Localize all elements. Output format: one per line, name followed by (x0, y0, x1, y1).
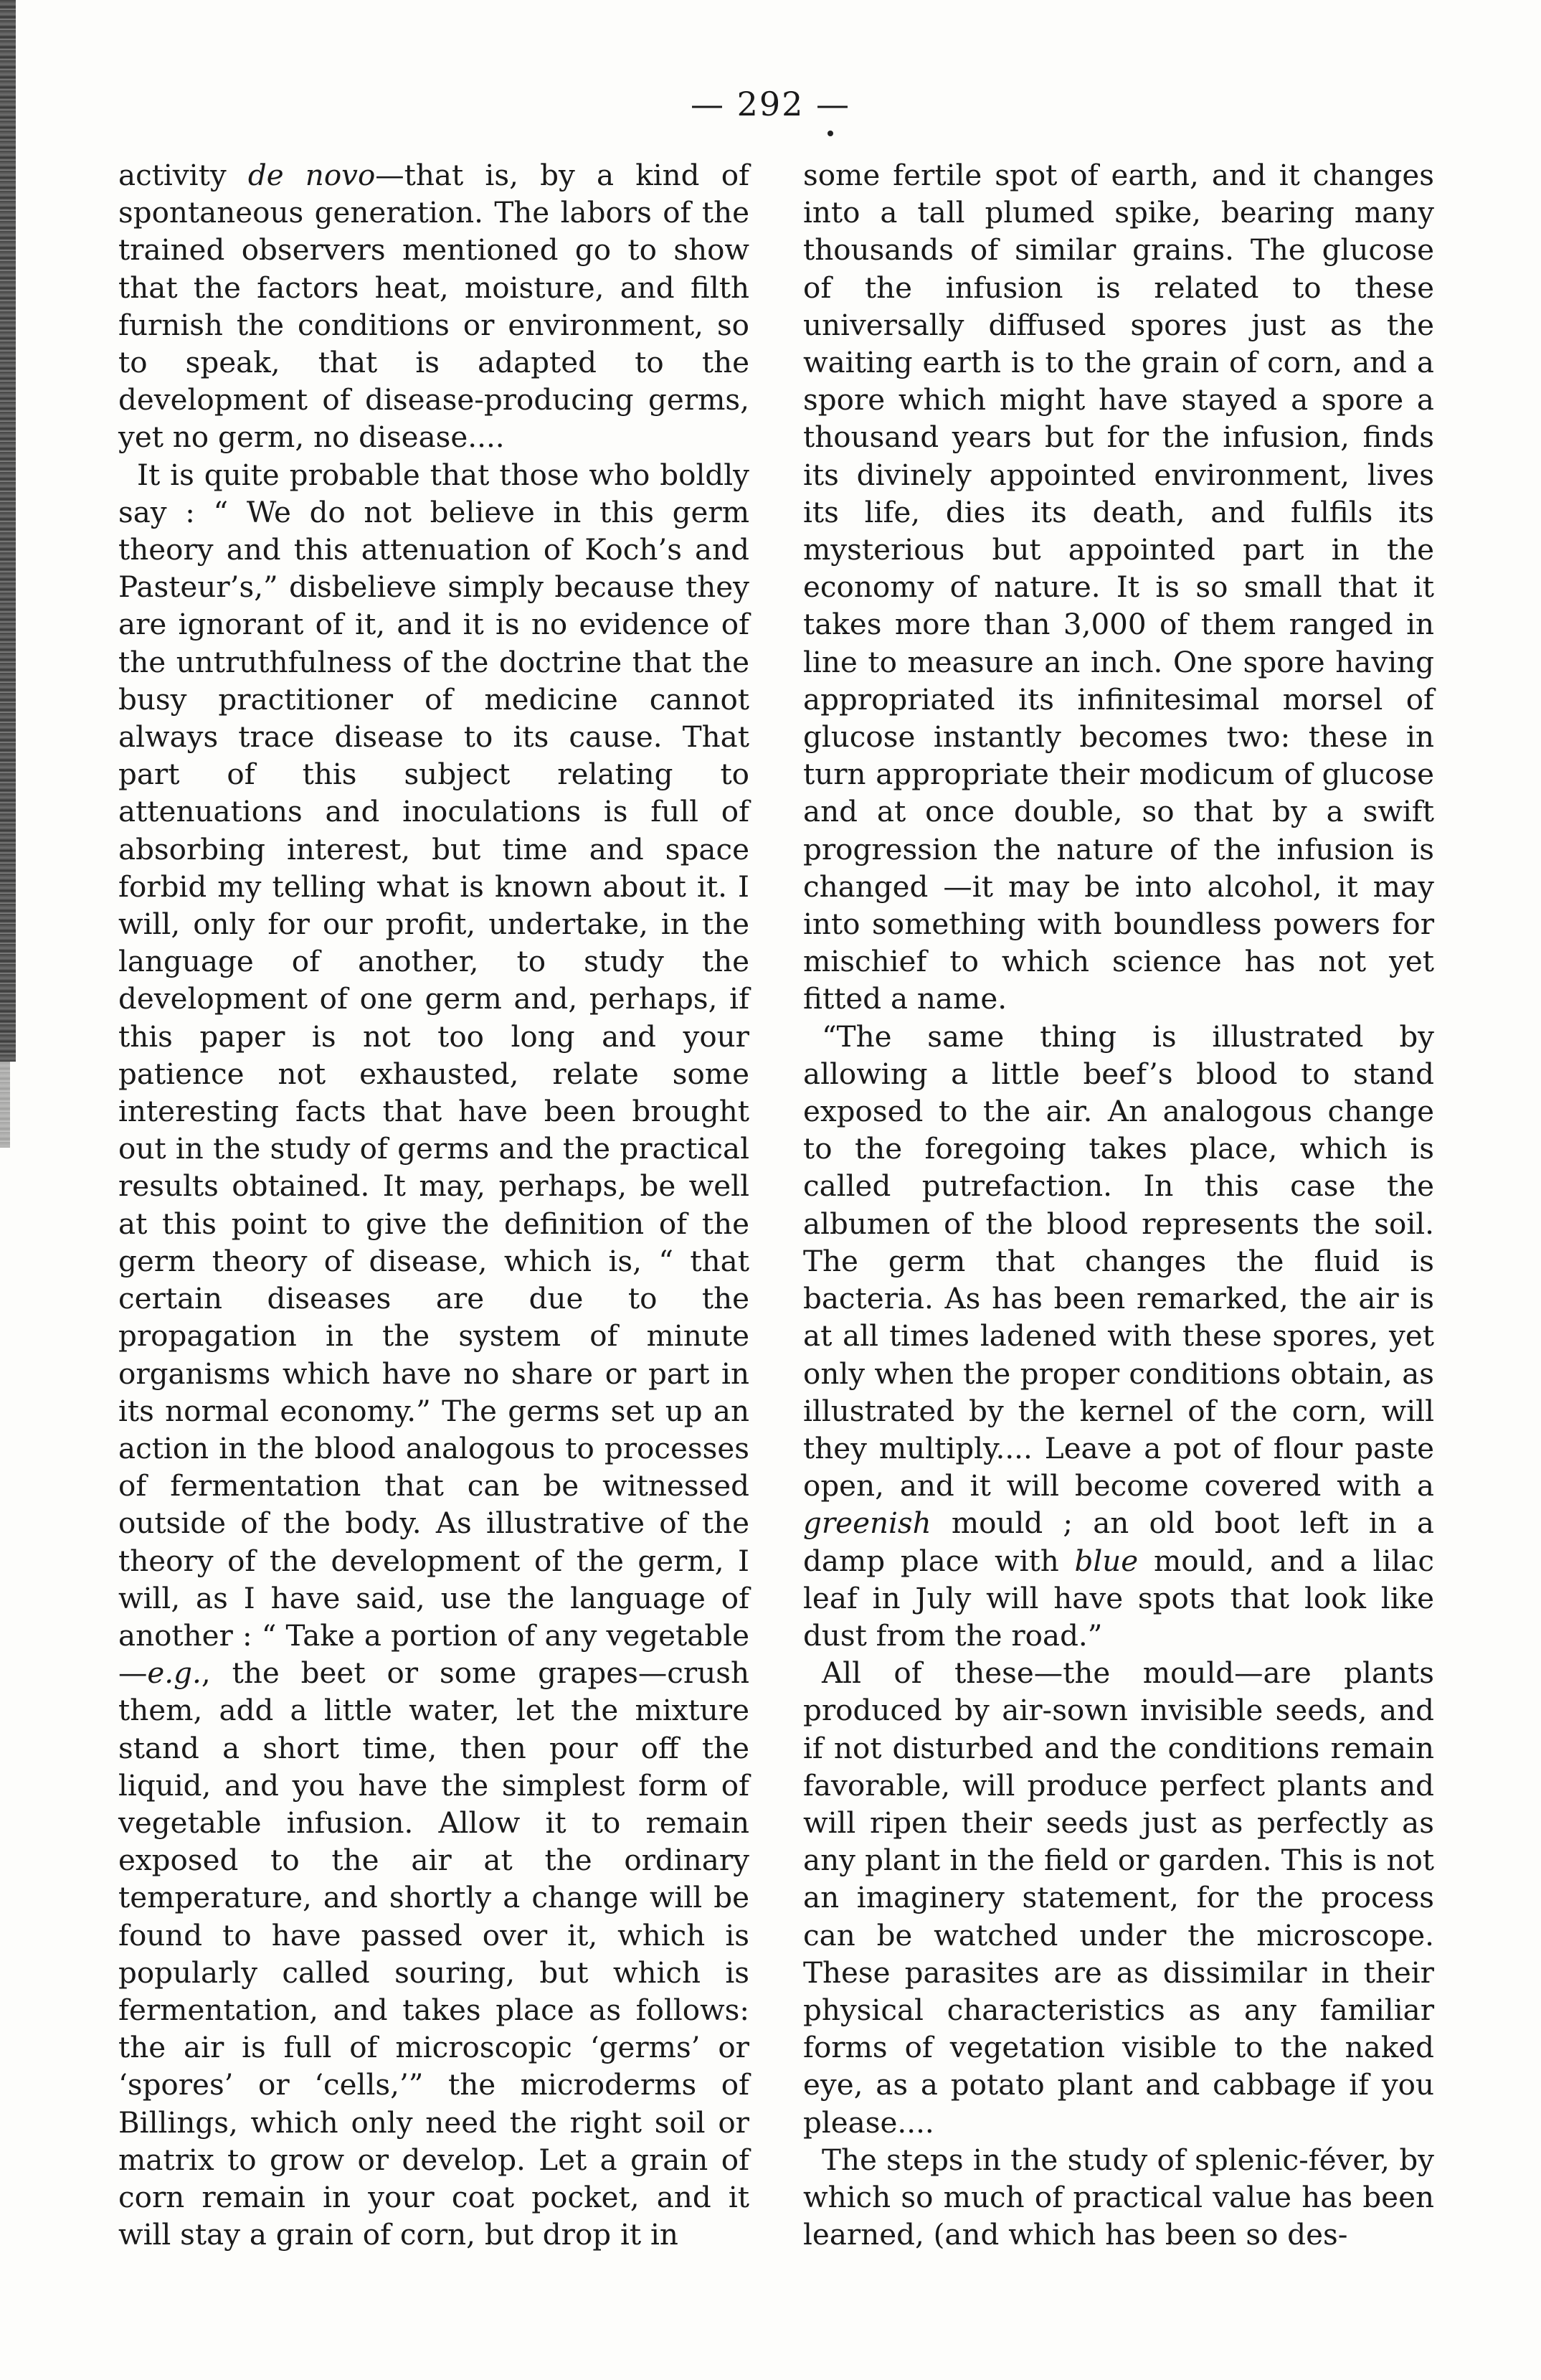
text-run: All of these—the mould—are plants produced by air-sown invisible seeds, and if not disturbed and the conditions remain favorable, will produce perfect plants and will ripen their seeds just as perfectly as any plant in the field or garden. This is not an imaginery statement, for the process can be watched under the microscope. These parasites are as dissimilar in their physical characteristics as any familiar forms of vegetation visible to the naked eye, as a potato plant and cabbage if you please.... (803, 1656, 1434, 2140)
paragraph (803, 2141, 1434, 2254)
paragraph (803, 1018, 1434, 1654)
paragraph (803, 156, 1434, 1018)
text-run: “The same thing is illustrated by allowing a little beef’s blood to stand exposed to the air. An analogous change to the foregoing takes place, which is called putrefaction. In this case the albumen of the blood represents the soil. The germ that changes the fluid is bacteria. As has been remarked, the air is at all times ladened with these spores, yet only when the proper conditions obtain, as illustrated by the kernel of the corn, will they multiply.... Leave a pot of flour paste open, and it will become covered with a (803, 1019, 1434, 1503)
right-column (803, 156, 1434, 2253)
italic-run: e.g. (147, 1656, 201, 1691)
text-run: mould, and a lilac leaf in July will have spots that look like dust from the road.” (803, 1543, 1434, 1653)
text-run: —that is, by a kind of spontaneous generation. The labors of the trained observers mentioned go to show that the factors heat, moisture, and filth furnish the conditions or environment, so to speak, that is adapted to the development of disease-producing germs, yet no germ, no disease.... (118, 158, 749, 455)
text-run: some fertile spot of earth, and it changes into a tall plumed spike, bearing many thousands of similar grains. The glucose of the infusion is related to these universally diffused spores just as the waiting earth is to the grain of corn, and a spore which might have stayed a spore a thousand years but for the infusion, finds its divinely appointed environment, lives its life, dies its death, and fulfils its mysterious but appointed part in the economy of nature. It is so small that it takes more than 3,000 of them ranged in line to measure an inch. One spore having appropriated its infinitesimal morsel of glucose instantly becomes two: these in turn appropriate their modicum of glucose and at once double, so that by a swift progression the nature of the infusion is changed —it may be into alcohol, it may into something with boundless powers for mischief to which science has not yet fitted a name. (803, 158, 1434, 1016)
binding-shadow-lower (0, 1062, 10, 1148)
paragraph (118, 456, 749, 2254)
italic-run: blue (1074, 1543, 1139, 1578)
text-run: The steps in the study of splenic-féver, by which so much of practical value has been learned, (and which has been so des- (803, 2142, 1434, 2252)
paragraph (803, 1654, 1434, 2141)
text-run: It is quite probable that those who boldly say : “ We do not believe in this germ theory and this attenuation of Koch’s and Pasteur’s,” disbelieve simply because they are ignorant of it, and it is no evidence of the untruthfulness of the doctrine that the busy practitioner of medicine cannot always trace disease to its cause. That part of this subject relating to attenuations and inoculations is full of absorbing interest, but time and space forbid my telling what is known about it. I will, only for our profit, undertake, in the language of another, to study the development of one germ and, perhaps, if this paper is not too long and your patience not exhausted, relate some interesting facts that have been brought out in the study of germs and the practical results obtained. It may, perhaps, be well at this point to give the definition of the germ theory of disease, which is, “ that certain diseases are due to the propagation in the system of minute organisms which have no share or part in its normal economy.” The germs set up an action in the blood analogous to processes of fermentation that can be witnessed outside of the body. As illustrative of the theory of the development of the germ, I will, as I have said, use the language of another : “ Take a portion of any vegetable— (118, 457, 749, 1691)
left-column (118, 156, 749, 2253)
text-run: mould ; an old boot left in a damp place with (803, 1506, 1434, 1578)
binding-shadow (0, 0, 16, 1062)
text-run: , the beet or some grapes—crush them, add a little water, let the mixture stand a short time, then pour off the liquid, and you have the simplest form of vegetable infusion. Allow it to remain exposed to the air at the ordinary temperature, and shortly a change will be found to have passed over it, which is popularly called souring, but which is fermentation, and takes place as follows: the air is full of microscopic ‘germs’ or ‘spores’ or ‘cells,’” the microderms of Billings, which only need the right soil or matrix to grow or develop. Let a grain of corn remain in your coat pocket, and it will stay a grain of corn, but drop it in (118, 1656, 749, 2252)
italic-run: de novo (247, 158, 376, 192)
ink-speck (828, 131, 833, 136)
italic-run: greenish (803, 1506, 931, 1541)
text-run: activity (118, 158, 248, 192)
paragraph (118, 156, 749, 456)
page-number: — 292 — (690, 85, 851, 123)
